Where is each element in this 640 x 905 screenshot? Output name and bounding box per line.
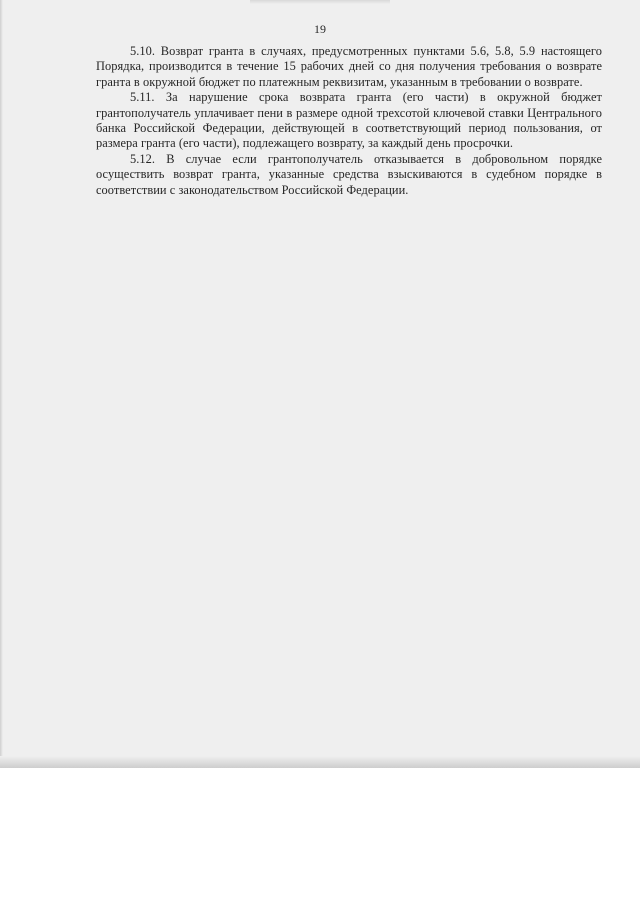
paragraph-5-11: 5.11. За нарушение срока возврата гранта (его части) в окружной бюджет грантополучатель уплачивает пени в размере одной трехсотой ключевой ставки Центрального банка Российской Федерации, действующей в соответствующий период пользования, от размера гранта (его части), подлежащего возврату, за каждый день просрочки. [96, 90, 602, 151]
scan-shadow-top [250, 0, 390, 4]
paragraph-5-12: 5.12. В случае если грантополучатель отказывается в добровольном порядке осуществить возврат гранта, указанные средства взыскиваются в судебном порядке в соответствии с законодательством Российской Федерации. [96, 151, 602, 197]
paragraph-5-10: 5.10. Возврат гранта в случаях, предусмотренных пунктами 5.6, 5.8, 5.9 настоящего Порядка, производится в течение 15 рабочих дней со дня получения требования о возврате гранта в окружной бюджет по платежным реквизитам, указанным в требовании о возврате. [96, 44, 602, 89]
scan-shadow-bottom [0, 756, 640, 768]
page-number: 19 [314, 22, 326, 36]
scan-shadow-left [0, 0, 3, 768]
document-body [96, 44, 602, 198]
